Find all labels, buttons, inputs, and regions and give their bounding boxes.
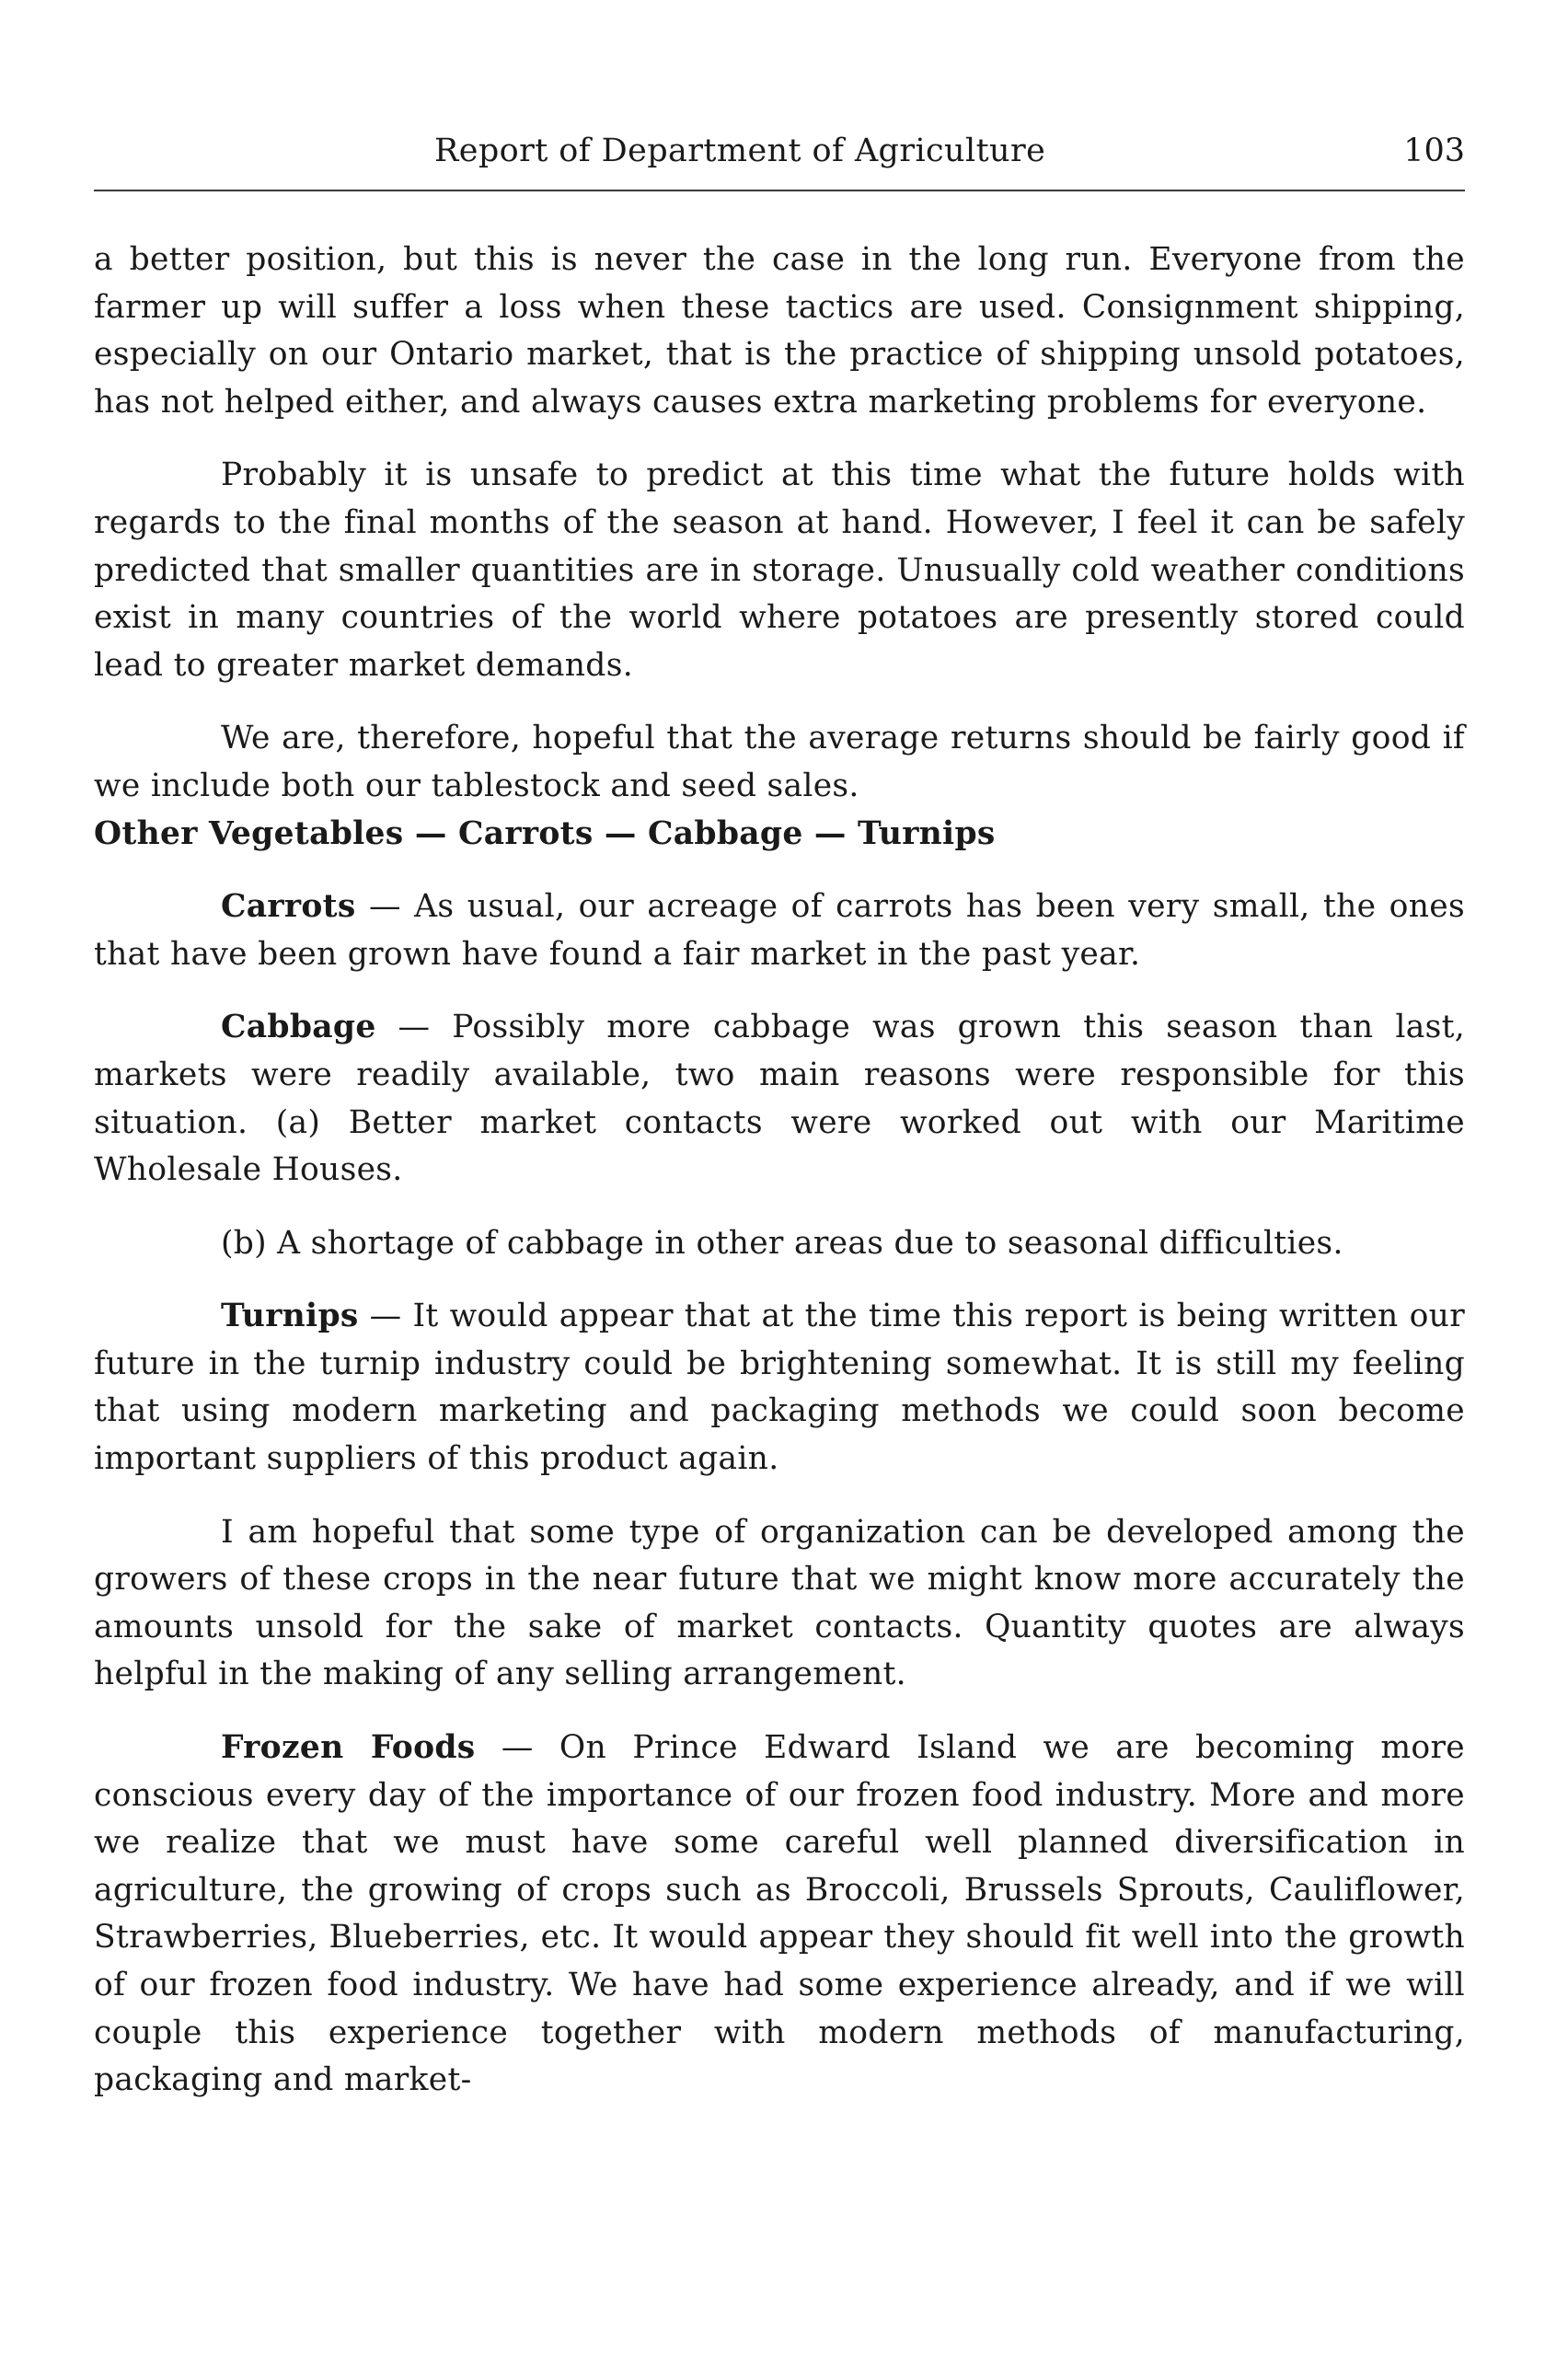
paragraph-potato-marketing: a better position, but this is never the case in the long run. Everyone from the farmer up will suffer a loss when these tactics are used. Consignment shipping, especially on our Ontario market, that is the practice of shipping unsold potatoes, has not helped either, and always causes extra marketing problems for everyone. bbox=[94, 241, 1465, 421]
frozen-foods-label: Frozen Foods bbox=[221, 1729, 476, 1767]
turnips-label: Turnips bbox=[221, 1298, 359, 1335]
paragraph-growers-organization: I am hopeful that some type of organization can be developed among the growers of these crops in the near future that we might know more accurately the amounts unsold for the sake of market contacts. Quantity quotes are always helpful in the making of any selling arrangement. bbox=[94, 1513, 1465, 1693]
header-divider bbox=[94, 190, 1465, 191]
turnips-text: — It would appear that at the time this report is being written our future in the turnip industry could be brightening somewhat. It is still my feeling that using modern marketing and packaging methods we could soon become important suppliers of this product again. bbox=[94, 1298, 1465, 1478]
body-text bbox=[94, 237, 1465, 2105]
paragraph-carrots bbox=[94, 883, 1465, 978]
paragraph-cabbage-b: (b) A shortage of cabbage in other areas due to seasonal difficulties. bbox=[221, 1224, 1343, 1262]
paragraph-frozen-foods bbox=[94, 1725, 1465, 2105]
paragraph-average-returns: We are, therefore, hopeful that the average returns should be fairly good if we include both our tablestock and seed sales. bbox=[94, 720, 1465, 804]
page-number: 103 bbox=[1403, 133, 1465, 169]
section-heading-other-vegetables: Other Vegetables — Carrots — Cabbage — Turnips bbox=[94, 814, 996, 852]
carrots-label: Carrots bbox=[221, 888, 356, 926]
cabbage-label: Cabbage bbox=[221, 1009, 376, 1046]
carrots-text: — As usual, our acreage of carrots has been very small, the ones that have been grown have found a fair market in the past year. bbox=[94, 888, 1465, 973]
running-header bbox=[94, 127, 1465, 182]
paragraph-turnips bbox=[94, 1293, 1465, 1483]
header-title: Report of Department of Agriculture bbox=[434, 133, 1046, 169]
paragraph-future-outlook: Probably it is unsafe to predict at this time what the future holds with regards to the final months of the season at hand. However, I feel it can be safely predicted that smaller quantities are in storage. Unusually cold weather conditions exist in many countries of the world where potatoes are presently stored could lead to greater market demands. bbox=[94, 456, 1465, 684]
paragraph-cabbage bbox=[94, 1004, 1465, 1194]
frozen-foods-text: — On Prince Edward Island we are becoming more conscious every day of the importance of our frozen food industry. More and more we realize that we must have some careful well planned diversification in agriculture, the growing of crops such as Broccoli, Brussels Sprouts, Cauliflower, Strawberries, Blueberries, etc. It would appear they should fit well into the growth of our frozen food industry. We have had some experience already, and if we will couple this experience together with modern methods of manufacturing, packaging and market- bbox=[94, 1729, 1465, 2099]
cabbage-text: — Possibly more cabbage was grown this season than last, markets were readily available, two main reasons were responsible for this situation. (a) Better market contacts were worked out with our Maritime Wholesale Houses. bbox=[94, 1009, 1465, 1189]
